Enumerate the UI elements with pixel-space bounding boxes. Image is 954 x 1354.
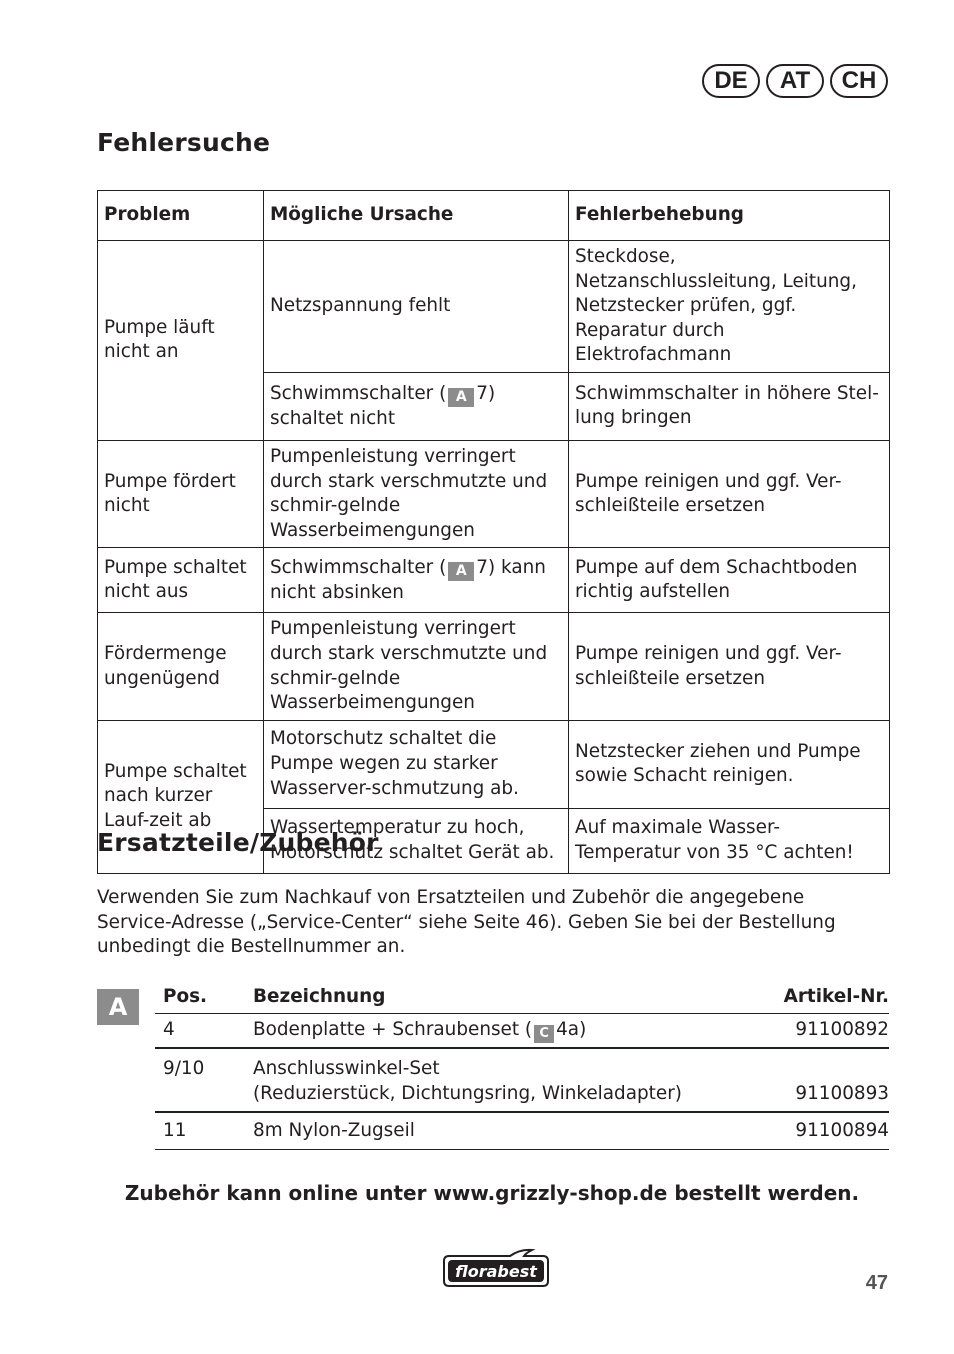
- cause-cell: Wassertemperatur zu hoch, Motorschutz schaltet Gerät ab.: [264, 808, 569, 873]
- article-cell: 91100892: [795, 1019, 889, 1041]
- troubleshooting-table: [97, 190, 890, 874]
- pos-cell: 4: [163, 1019, 175, 1041]
- spare-parts-intro: Verwenden Sie zum Nachkauf von Ersatzteilen und Zubehör die angegebene Service-Adresse („Service-Center“ siehe Seite 46). Geben Sie bei der Bestellung unbedingt die Bestellnummer an.: [97, 887, 836, 958]
- fix-cell: Schwimmschalter in höhere Stel-lung bringen: [569, 372, 890, 440]
- cause-text: 7) kann nicht absinken: [270, 556, 546, 603]
- header-article: Artikel-Nr.: [783, 986, 889, 1008]
- cause-cell: Netzspannung fehlt: [264, 241, 569, 373]
- country-badge-ch: CH: [830, 64, 888, 98]
- figure-ref-badge: A: [448, 562, 474, 581]
- spare-parts-title: Ersatzteile/Zubehör: [97, 828, 379, 857]
- table-row: [98, 613, 890, 720]
- name-cell: [253, 1018, 729, 1043]
- spare-parts-table: [155, 982, 889, 1150]
- table-row: [98, 440, 890, 547]
- figure-ref-badge: C: [534, 1025, 554, 1043]
- name-text: 4a): [556, 1019, 587, 1040]
- article-cell: 91100893: [795, 1083, 889, 1105]
- cause-text: Schwimmschalter (: [270, 382, 447, 404]
- fix-cell: Steckdose, Netzanschlussleitung, Leitung, Netzstecker prüfen, ggf. Reparatur durch Elektrofachmann: [569, 241, 890, 373]
- fix-cell: Auf maximale Wasser-Temperatur von 35 °C achten!: [569, 808, 890, 873]
- fix-cell: Pumpe reinigen und ggf. Ver-schleißteile ersetzen: [569, 440, 890, 547]
- cause-text: 7) schaltet nicht: [270, 382, 496, 429]
- table-header-row: [98, 191, 890, 241]
- name-cell: [253, 1057, 729, 1106]
- problem-cell: Pumpe schaltet nicht aus: [98, 548, 264, 613]
- problem-cell: Pumpe schaltet nach kurzer Lauf-zeit ab: [98, 720, 264, 873]
- table-row: [98, 241, 890, 373]
- header-fix: Fehlerbehebung: [569, 191, 890, 241]
- table-row: [155, 1112, 889, 1150]
- country-badge-at: AT: [766, 64, 824, 98]
- article-cell: 91100894: [795, 1119, 889, 1141]
- pos-cell: 11: [163, 1119, 187, 1141]
- table-row: [98, 720, 890, 808]
- pos-cell: 9/10: [163, 1058, 205, 1079]
- country-badge-de: DE: [702, 64, 760, 98]
- country-badges: [702, 64, 888, 98]
- problem-cell: Fördermenge ungenügend: [98, 613, 264, 720]
- cause-text: Schwimmschalter (: [270, 556, 447, 578]
- header-pos: Pos.: [163, 986, 208, 1008]
- logo-text: florabest: [455, 1262, 537, 1281]
- cause-cell: Pumpenleistung verringert durch stark verschmutzte und schmir-gelnde Wasserbeimengungen: [264, 613, 569, 720]
- header-cause: Mögliche Ursache: [264, 191, 569, 241]
- name-cell: 8m Nylon-Zugseil: [253, 1119, 415, 1141]
- fix-cell: Pumpe auf dem Schachtboden richtig aufstellen: [569, 548, 890, 613]
- name-text: Bodenplatte + Schraubenset (: [253, 1019, 533, 1040]
- header-problem: Problem: [98, 191, 264, 241]
- cause-cell: Motorschutz schaltet die Pumpe wegen zu starker Wasserver-schmutzung ab.: [264, 720, 569, 808]
- page-number: 47: [865, 1272, 888, 1294]
- troubleshooting-title: Fehlersuche: [97, 128, 271, 157]
- florabest-logo: [440, 1247, 552, 1289]
- online-order-note: Zubehör kann online unter www.grizzly-shop.de bestellt werden.: [124, 1181, 860, 1205]
- cause-cell: Pumpenleistung verringert durch stark verschmutzte und schmir-gelnde Wasserbeimengungen: [264, 440, 569, 547]
- problem-cell: Pumpe fördert nicht: [98, 440, 264, 547]
- problem-cell: Pumpe läuft nicht an: [98, 241, 264, 441]
- figure-ref-badge: A: [448, 388, 474, 407]
- name-line: (Reduzierstück, Dichtungsring, Winkeladapter): [253, 1082, 682, 1104]
- header-name: Bezeichnung: [253, 986, 386, 1008]
- cause-cell: [264, 372, 569, 440]
- name-line: Anschlusswinkel-Set: [253, 1058, 440, 1079]
- table-row: [155, 1048, 889, 1112]
- fix-cell: Netzstecker ziehen und Pumpe sowie Schacht reinigen.: [569, 720, 890, 808]
- parts-header-row: [155, 982, 889, 1014]
- cause-cell: [264, 548, 569, 613]
- figure-label-badge: A: [97, 989, 139, 1025]
- table-row: [98, 548, 890, 613]
- table-row: [155, 1014, 889, 1048]
- fix-cell: Pumpe reinigen und ggf. Ver-schleißteile ersetzen: [569, 613, 890, 720]
